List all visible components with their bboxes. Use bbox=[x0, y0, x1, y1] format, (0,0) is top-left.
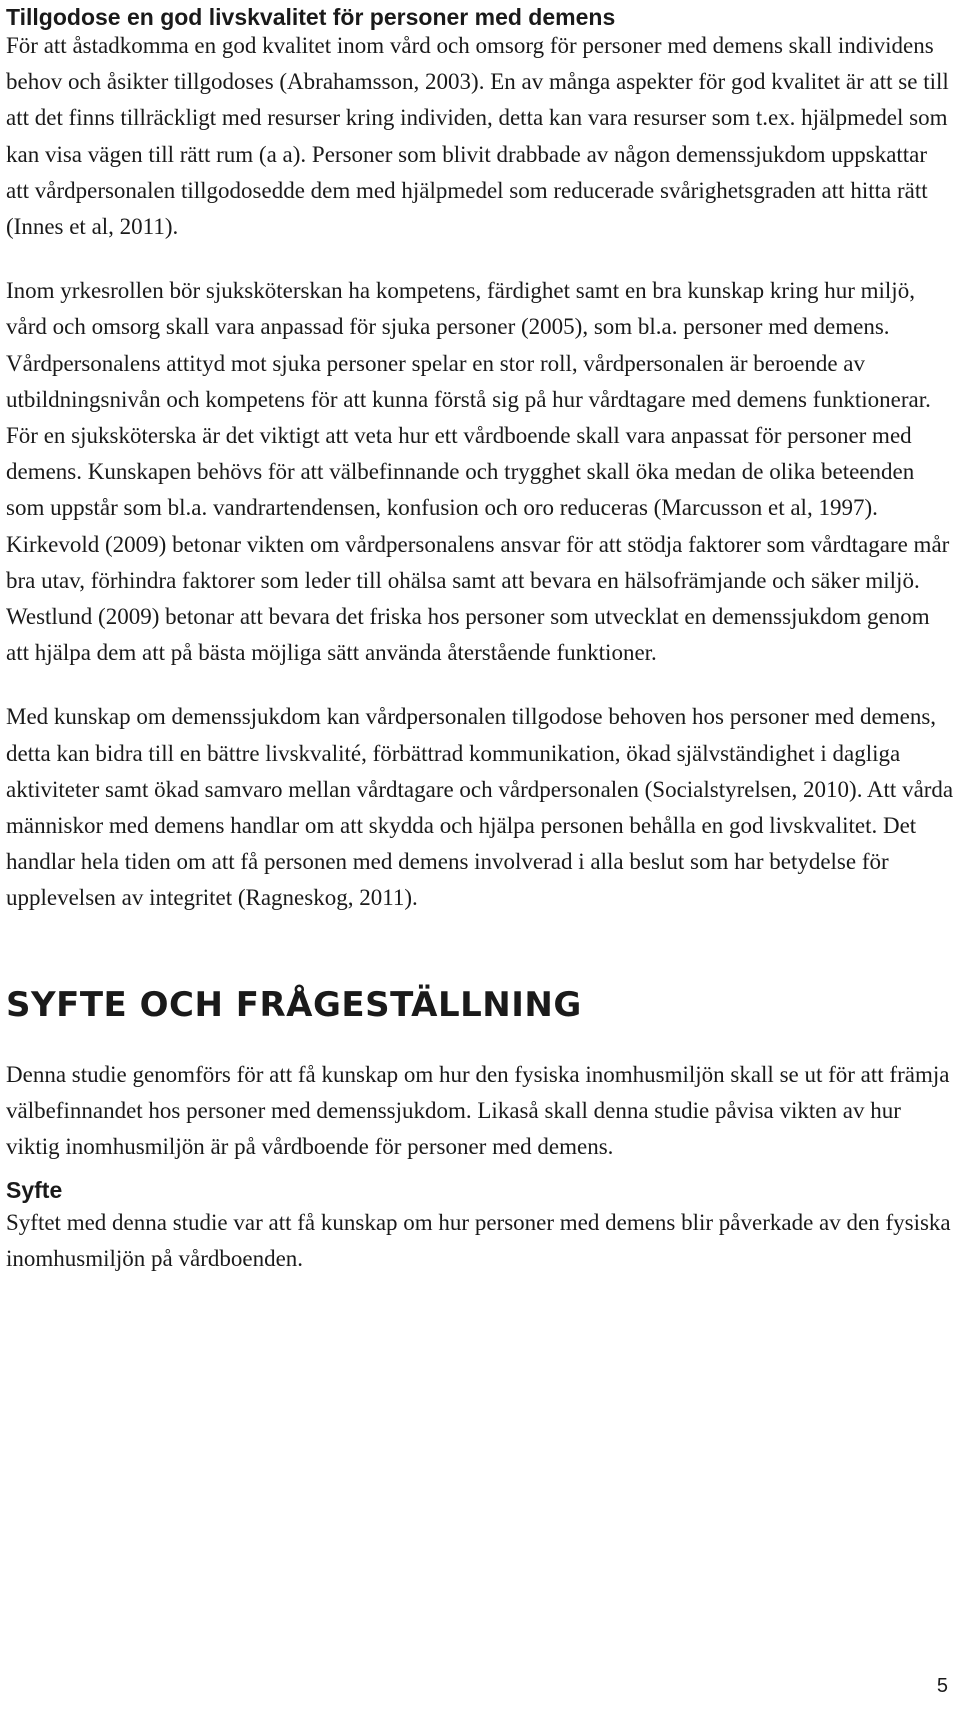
paragraph-livskvalitet-2: Inom yrkesrollen bör sjuksköterskan ha kompetens, färdighet samt en bra kunskap kring hur miljö, vård och omsorg skall vara anpassad för sjuka personer (2005), som bl.a. personer med demens. Vårdpersonalens attityd mot sjuka personer spelar en stor roll, vårdpersonalen är beroende av utbildningsnivån och kompetens för att kunna förstå sig på hur vårdtagare med demens funktionerar. För en sjuksköterska är det viktigt att veta hur ett vårdboende skall vara anpassat för personer med demens. Kunskapen behövs för att välbefinnande och trygghet skall öka medan de olika beteenden som uppstår som bl.a. vandrartendensen, konfusion och oro reduceras (Marcusson et al, 1997). Kirkevold (2009) betonar vikten om vårdpersonalens ansvar för att stödja faktorer som vårdtagare mår bra utav, förhindra faktorer som leder till ohälsa samt att bevara en hälsofrämjande och säker miljö. Westlund (2009) betonar att bevara det friska hos personer som utvecklat en demenssjukdom genom att hjälpa dem att på bästa möjliga sätt använda återstående funktioner. bbox=[6, 278, 950, 666]
section-heading-livskvalitet: Tillgodose en god livskvalitet för personer med demens bbox=[6, 4, 616, 30]
heading-spacer bbox=[6, 1027, 954, 1057]
main-heading-syfte-och-fragestallning: SYFTE OCH FRÅGESTÄLLNING bbox=[6, 984, 582, 1025]
paragraph-livskvalitet-1: För att åstadkomma en god kvalitet inom vård och omsorg för personer med demens skall individens behov och åsikter tillgodoses (Abrahamsson, 2003). En av många aspekter för god kvalitet är att se till att det finns tillräckligt med resurser kring individen, detta kan vara resurser som t.ex. hjälpmedel som kan visa vägen till rätt rum (a a). Personer som blivit drabbade av någon demenssjukdom uppskattar att vårdpersonalen tillgodosedde dem med hjälpmedel som reducerade svårighetsgraden att hitta rätt (Innes et al, 2011). bbox=[6, 33, 949, 240]
section-spacer bbox=[6, 1165, 954, 1175]
section-heading-syfte: Syfte bbox=[6, 1177, 63, 1204]
document-page bbox=[6, 0, 954, 1278]
paragraph-syfte: Syftet med denna studie var att få kunskap om hur personer med demens blir påverkade av den fysiska inomhusmiljön på vårdboenden. bbox=[6, 1210, 951, 1272]
page-number: 5 bbox=[936, 1675, 948, 1697]
paragraph-spacer bbox=[6, 245, 954, 273]
paragraph-livskvalitet-3: Med kunskap om demenssjukdom kan vårdpersonalen tillgodose behoven hos personer med demens, detta kan bidra till en bättre livskvalité, förbättrad kommunikation, ökad självständighet i dagliga aktiviteter samt ökad samvaro mellan vårdtagare och vårdpersonalen (Socialstyrelsen, 2010). Att vårda människor med demens handlar om att skydda och hjälpa personen behålla en god livskvalitet. Det handlar hela tiden om att få personen med demens involverad i alla beslut som har betydelse för upplevelsen av integritet (Ragneskog, 2011). bbox=[6, 704, 954, 911]
section-spacer bbox=[6, 917, 954, 983]
paragraph-spacer bbox=[6, 671, 954, 699]
paragraph-syfte-och-fragestallning: Denna studie genomförs för att få kunskap om hur den fysiska inomhusmiljön skall se ut för att främja välbefinnandet hos personer med demenssjukdom. Likaså skall denna studie påvisa vikten av hur viktig inomhusmiljön är på vårdboende för personer med demens. bbox=[6, 1061, 950, 1160]
